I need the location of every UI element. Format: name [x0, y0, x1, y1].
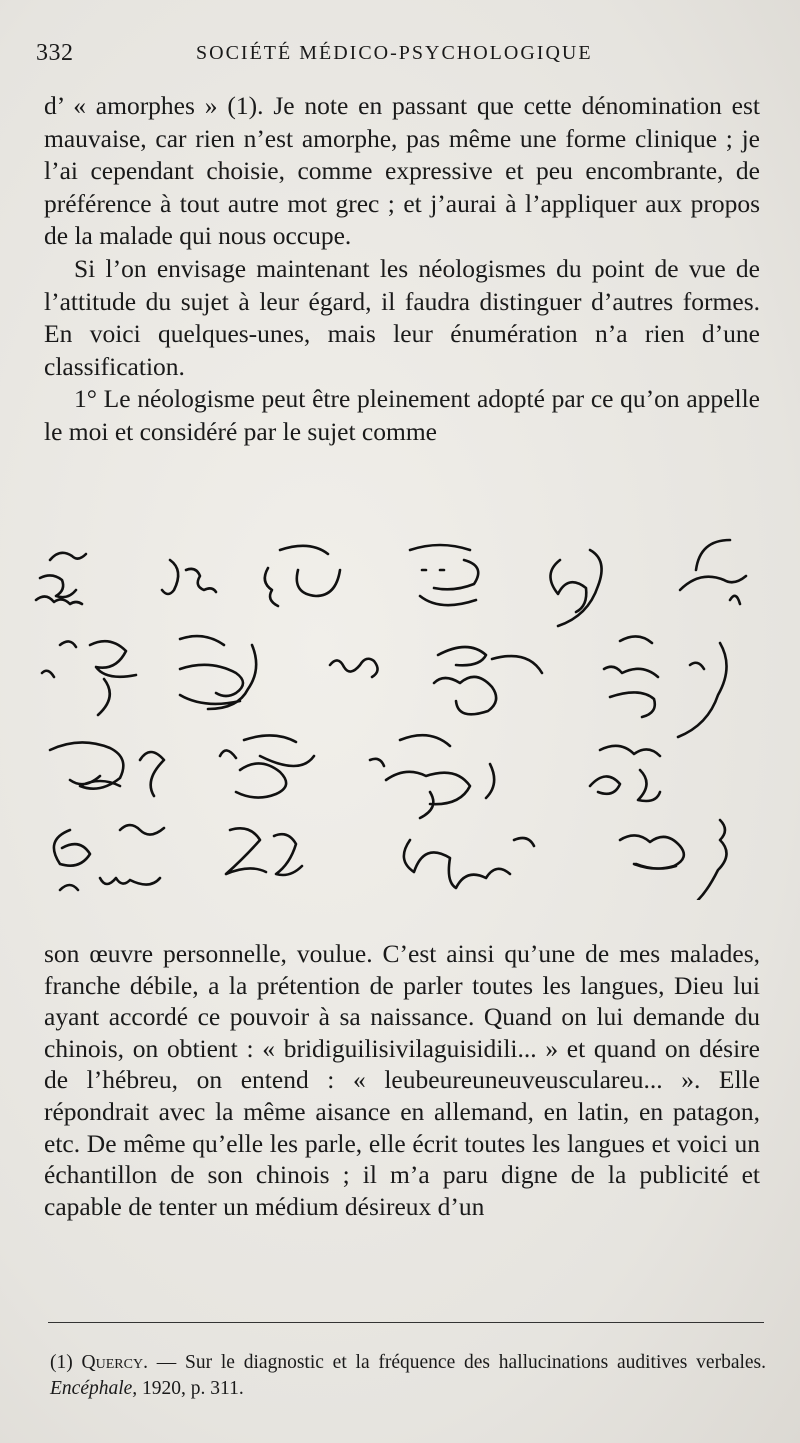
body-text-bottom — [44, 938, 760, 1222]
handwriting-specimen-figure — [30, 520, 770, 900]
footnote — [50, 1350, 766, 1402]
body-text-top — [44, 90, 760, 449]
running-head: SOCIÉTÉ MÉDICO-PSYCHOLOGIQUE — [196, 42, 593, 64]
footnote-journal: Encéphale, — [50, 1378, 138, 1399]
page-number: 332 — [36, 40, 74, 66]
footnote-marker: (1) — [50, 1352, 73, 1373]
footnote-ref: 1920, p. 311. — [137, 1378, 244, 1399]
handwritten-pseudo-chinese-specimen-icon — [30, 520, 770, 900]
paragraph-amorphes: d’ « amorphes » (1). Je note en passant que cette dénomination est mauvaise, car rien n’est amorphe, pas même une forme clinique ; je l’ai cependant choisie, comme expressive et peu encombrante, de préférence à tout autre mot grec ; et j’aurai à l’appliquer aux propos de la malade qui nous occupe. — [44, 91, 760, 251]
paragraph-neologismes: Si l’on envisage maintenant les néologismes du point de vue de l’attitude du sujet à leur égard, il faudra distinguer d’autres formes. En voici quelques-unes, mais leur énumération n’a rien d’une classification. — [44, 253, 760, 381]
footnote-text: — Sur le diagnostic et la fréquence des hallucinations auditives verbales. — [147, 1352, 767, 1373]
footnote-author: Quercy. — [81, 1352, 148, 1373]
paragraph-oeuvre-personnelle: son œuvre personnelle, voulue. C’est ainsi qu’une de mes malades, franche débile, a la prétention de parler toutes les langues, Dieu lui ayant accordé ce pouvoir à sa naissance. Quand on lui demande du chinois, on obtient : « bridiguilisivilaguisidili... » et quand on désire de l’hébreu, on entend : « leubeureuneuveusculareu... ». Elle répondrait avec la même aisance en allemand, en latin, en patagon, etc. De même qu’elle les parle, elle écrit toutes les langues et voici un échantillon de son chinois ; il m’a paru digne de la publicité et capable de tenter un médium désireux d’un — [44, 939, 760, 1221]
paragraph-first-form: 1° Le néologisme peut être pleinement adopté par ce qu’on appelle le moi et considéré par le sujet comme — [44, 384, 760, 446]
page-header — [36, 40, 760, 74]
footnote-divider — [48, 1322, 764, 1323]
